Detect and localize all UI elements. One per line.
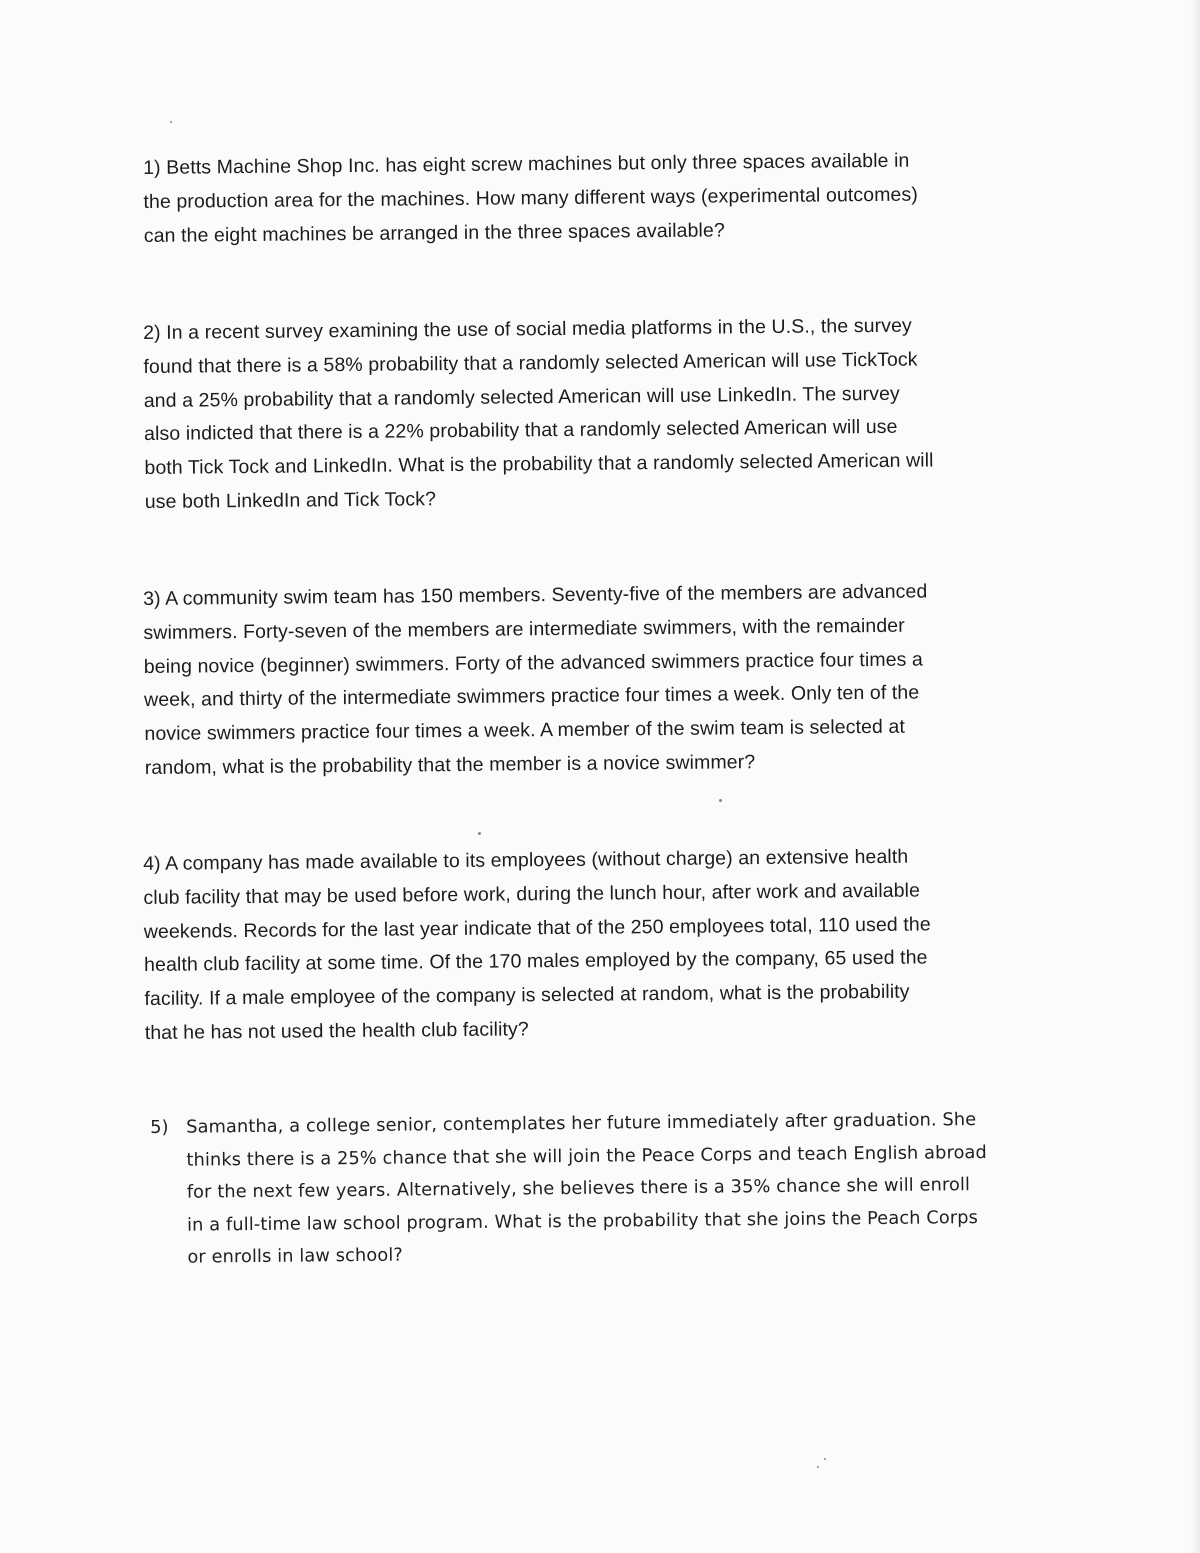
question-2-line-4: also indicted that there is a 22% probability that a randomly selected American will use [144,416,898,446]
question-3 [143,574,1070,786]
question-1 [143,143,1069,253]
question-5-line-2: thinks there is a 25% chance that she will join the Peace Corps and teach English abroad [186,1141,987,1171]
question-5-line-5: or enrolls in law school? [187,1244,403,1268]
question-4-line-1: 4) A company has made available to its employees (without charge) an extensive health [143,845,909,875]
question-2-line-1: 2) In a recent survey examining the use of social media platforms in the U.S., the survey [143,314,912,344]
question-5-line-1: 5) Samantha, a college senior, contemplates her future immediately after graduation. She [150,1103,1055,1144]
scan-speck [478,832,481,835]
question-4-number: 4) [143,852,161,875]
scan-speck [719,799,722,802]
question-4-line-6: that he has not used the health club facility? [144,1018,529,1044]
question-4-line-3: weekends. Records for the last year indicate that of the 250 employees total, 110 used the [143,913,931,943]
question-2-line-3: and a 25% probability that a randomly selected American will use LinkedIn. The survey [143,382,900,412]
question-5 [150,1103,1057,1274]
question-1-number: 1) [143,156,161,179]
scan-speck [817,1466,819,1468]
scan-edge-shadow [1190,0,1200,1553]
question-3-line-1: 3) A community swim team has 150 members. Seventy-five of the members are advanced [143,580,928,610]
question-5-line-3: for the next few years. Alternatively, she believes there is a 35% chance she will enroll [186,1174,971,1203]
scan-speck [170,121,172,123]
question-2-line-5: both Tick Tock and LinkedIn. What is the probability that a randomly selected American will [144,449,934,480]
question-4-line-4: health club facility at some time. Of the 170 males employed by the company, 65 used the [144,946,928,977]
question-1-line-1: 1) Betts Machine Shop Inc. has eight screw machines but only three spaces available in [143,149,910,179]
question-2 [143,308,1070,520]
question-2-line-2: found that there is a 58% probability that a randomly selected American will use TickTock [143,348,918,378]
question-4 [143,839,1070,1051]
question-3-number: 3) [143,587,161,610]
question-4-line-5: facility. If a male employee of the company is selected at random, what is the probability [144,980,910,1011]
question-1-line-2: the production area for the machines. How many different ways (experimental outcomes) [143,183,918,213]
question-5-number: 5) [150,1116,169,1138]
question-1-line-3: can the eight machines be arranged in the three spaces available? [143,219,725,247]
scan-speck [824,1458,826,1460]
question-3-line-2: swimmers. Forty-seven of the members are intermediate swimmers, with the remainder [143,614,905,644]
question-3-line-5: novice swimmers practice four times a week. A member of the swim team is selected at [144,715,906,746]
question-3-line-6: random, what is the probability that the member is a novice swimmer? [144,751,756,779]
question-2-line-6: use both LinkedIn and Tick Tock? [144,488,437,513]
question-2-number: 2) [143,321,161,344]
question-3-line-4: week, and thirty of the intermediate swimmers practice four times a week. Only ten of the [144,681,920,712]
question-3-line-3: being novice (beginner) swimmers. Forty of the advanced swimmers practice four times a [143,648,924,678]
question-4-line-2: club facility that may be used before work, during the lunch hour, after work and available [143,879,921,909]
question-5-line-4: in a full-time law school program. What is the probability that she joins the Peach Corps [186,1206,979,1236]
